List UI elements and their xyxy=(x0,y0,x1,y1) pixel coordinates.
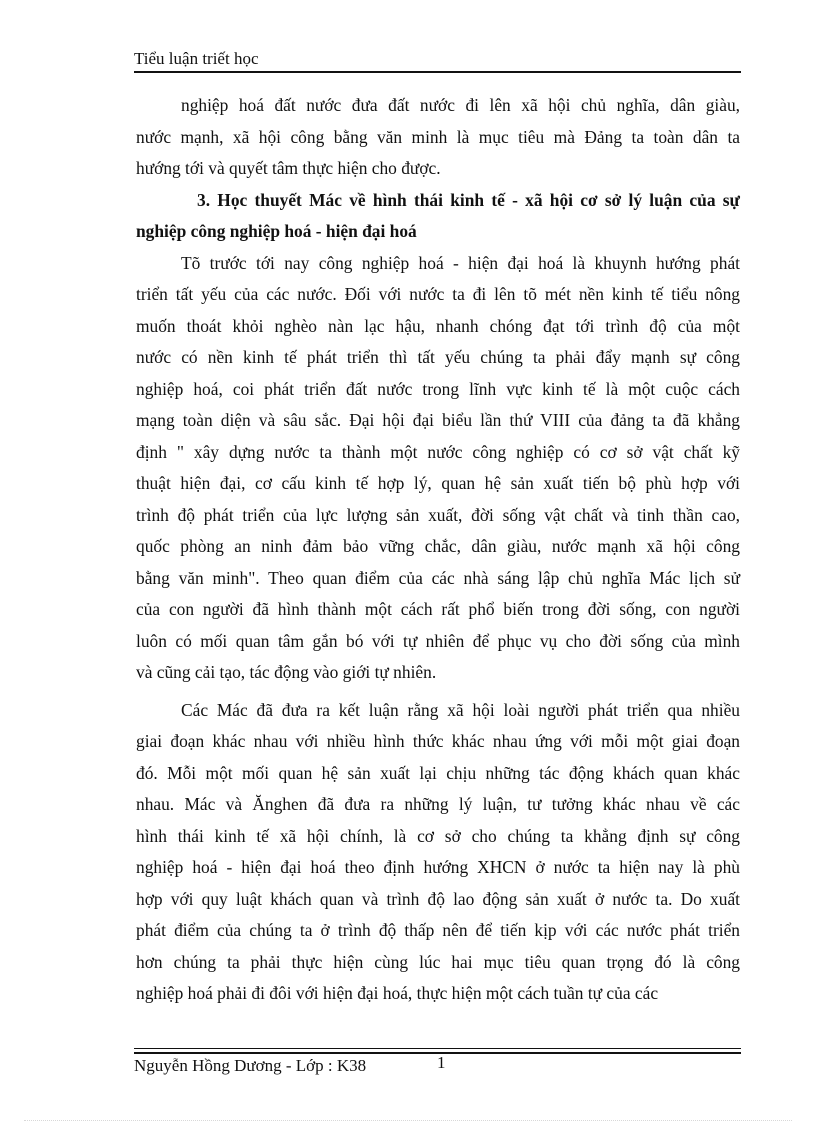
text-line: Tõ trước tới nay công nghiệp hoá - hiện đại hoá là khuynh hướng phát xyxy=(181,252,740,273)
text-line: trình độ phát triển của lực lượng sản xuất, đời sống vật chất và tinh thần cao, xyxy=(136,504,740,525)
text-line: và cũng cải tạo, tác động vào giới tự nhiên. xyxy=(136,662,437,682)
footer-rule xyxy=(134,1048,741,1049)
section-heading xyxy=(136,185,740,248)
text-line: hướng tới và quyết tâm thực hiện cho được. xyxy=(136,158,441,178)
text-line: phát điểm của chúng ta ở trình độ thấp nên để tiến kịp với các nước phát triển xyxy=(136,920,740,940)
paragraph xyxy=(136,248,740,689)
text-line: nghiệp hoá đất nước đưa đất nước đi lên xã hội chủ nghĩa, dân giàu, xyxy=(181,95,740,115)
text-line: nước có nền kinh tế phát triển thì tất yếu chúng ta phải đẩy mạnh sự công xyxy=(136,347,740,367)
text-line: triển tất yếu của các nước. Đối với nước ta đi lên tõ mét nền kinh tế tiểu nông xyxy=(136,284,740,304)
text-line: giai đoạn khác nhau với nhiều hình thức khác nhau ứng với mỗi một giai đoạn xyxy=(136,731,740,751)
text-line: hợp với quy luật khách quan và trình độ lao động sản xuất ở nước ta. Do xuất xyxy=(136,888,740,909)
page-number: 1 xyxy=(437,1053,446,1072)
text-line: nước mạnh, xã hội công bằng văn minh là mục tiêu mà Đảng ta toàn dân ta xyxy=(136,126,740,147)
text-line: đó. Mỗi một mối quan hệ sản xuất lại chịu những tác động khách quan khác xyxy=(136,762,740,783)
text-line: bằng văn minh". Theo quan điểm của các nhà sáng lập chủ nghĩa Mác lịch sử xyxy=(136,567,740,588)
text-line: hình thái kinh tế xã hội chính, là cơ sở cho chúng ta khẳng định sự công xyxy=(136,825,740,846)
text-line: nghiệp hoá - hiện đại hoá theo định hướng XHCN ở nước ta hiện nay là phù xyxy=(136,857,740,877)
text-line: nhau. Mác và Ănghen đã đưa ra những lý luận, tư tưởng khác nhau về các xyxy=(136,794,740,814)
heading-line: nghiệp công nghiệp hoá - hiện đại hoá xyxy=(136,221,417,241)
heading-line: 3. Học thuyết Mác về hình thái kinh tế - xã hội cơ sở lý luận của sự xyxy=(197,189,740,210)
text-line: Các Mác đã đưa ra kết luận rằng xã hội loài người phát triển qua nhiều xyxy=(181,699,740,720)
page-header xyxy=(134,48,740,70)
paragraph xyxy=(136,695,740,1010)
text-line: định " xây dựng nước ta thành một nước công nghiệp có cơ sở vật chất kỹ xyxy=(136,441,740,462)
page-edge-divider xyxy=(24,1120,792,1121)
text-line: nghiệp hoá phải đi đôi với hiện đại hoá, thực hiện một cách tuần tự của các xyxy=(136,983,659,1003)
header-title: Tiểu luận triết học xyxy=(134,49,259,68)
header-rule xyxy=(134,71,741,73)
text-line: quốc phòng an ninh đảm bảo vững chắc, dân giàu, nước mạnh xã hội công xyxy=(136,536,740,556)
text-line: muốn thoát khỏi nghèo nàn lạc hậu, nhanh chóng đạt tới trình độ của một xyxy=(136,315,740,336)
text-line: nghiệp hoá, coi phát triển đất nước trong lĩnh vực kinh tế là một cuộc cách xyxy=(136,378,740,399)
text-line: của con người đã hình thành một cách rất phổ biến trong đời sống, con người xyxy=(136,599,740,619)
text-line: luôn có mối quan tâm gắn bó với tự nhiên để phục vụ cho đời sống của mình xyxy=(136,630,740,651)
footer-author: Nguyễn Hồng Dương - Lớp : K38 xyxy=(134,1056,367,1075)
paragraph xyxy=(136,90,740,185)
text-line: mạng toàn diện và sâu sắc. Đại hội đại biểu lần thứ VIII của đảng ta đã khẳng xyxy=(136,410,740,430)
document-body xyxy=(136,90,740,1010)
text-line: thuật hiện đại, cơ cấu kinh tế hợp lý, quan hệ sản xuất tiến bộ phù hợp với xyxy=(136,473,740,493)
text-line: hơn chúng ta phải thực hiện cùng lúc hai mục tiêu quan trọng đó là công xyxy=(136,951,740,972)
